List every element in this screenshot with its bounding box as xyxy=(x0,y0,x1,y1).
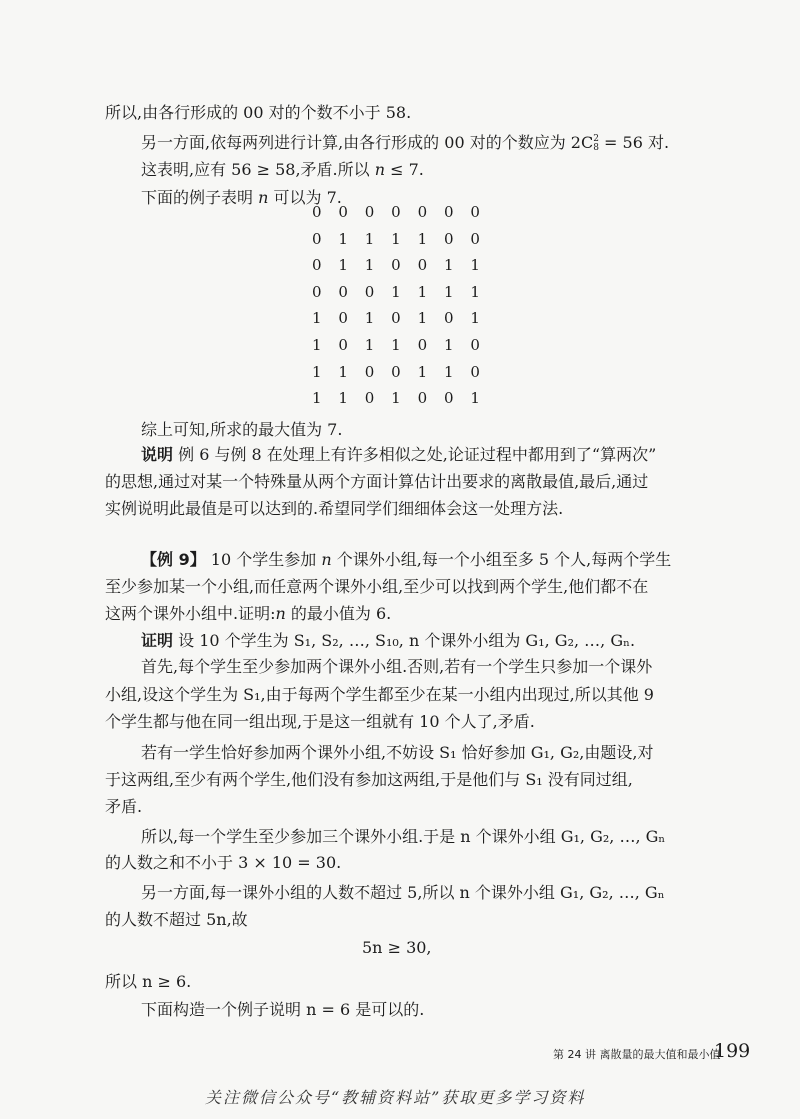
matrix-cell: 0 xyxy=(391,309,401,328)
matrix-cell: 0 xyxy=(338,203,348,221)
matrix-cell: 0 xyxy=(338,335,348,354)
matrix-cell: 0 xyxy=(364,203,375,221)
text-line: 另一方面,依每两列进行计算,由各行形成的 00 对的个数应为 2C 2 8 = 56 对. xyxy=(141,133,670,153)
matrix-cell: 0 xyxy=(417,389,428,408)
note-line: 说明 例 6 与例 8 在处理上有许多相似之处,论证过程中都用到了“算两次” xyxy=(141,445,657,464)
matrix-row xyxy=(312,230,497,257)
matrix-cell: 1 xyxy=(338,362,348,381)
matrix-cell: 0 xyxy=(470,362,480,381)
matrix-cell: 1 xyxy=(364,335,375,354)
matrix-cell: 0 xyxy=(338,282,348,301)
matrix-cell: 0 xyxy=(312,229,322,248)
matrix-cell: 1 xyxy=(470,282,480,301)
matrix-cell: 0 xyxy=(470,229,480,248)
matrix-cell: 0 xyxy=(443,389,454,408)
binary-matrix xyxy=(312,203,497,416)
proof-line: 另一方面,每一课外小组的人数不超过 5,所以 n 个课外小组 G₁, G₂, …, Gₙ xyxy=(141,883,665,902)
proof-line: 若有一学生恰好参加两个课外小组,不妨设 S₁ 恰好参加 G₁, G₂,由题设,对 xyxy=(141,743,654,762)
page-number: 199 xyxy=(714,1040,751,1062)
matrix-cell: 1 xyxy=(443,362,454,381)
matrix-cell: 1 xyxy=(338,256,348,275)
matrix-row xyxy=(312,336,497,363)
text-line: 这表明,应有 56 ≥ 58,矛盾.所以 n ≤ 7. xyxy=(141,160,424,179)
matrix-cell: 1 xyxy=(443,282,454,301)
matrix-cell: 0 xyxy=(312,203,322,221)
matrix-cell: 1 xyxy=(391,389,401,408)
matrix-cell: 0 xyxy=(417,203,428,221)
matrix-cell: 1 xyxy=(391,282,401,301)
formula: 5n ≥ 30, xyxy=(362,938,432,957)
example-line: 【例 9】 10 个学生参加 n 个课外小组,每一个小组至多 5 个人,每两个学生 xyxy=(141,550,672,569)
example-label: 【例 9】 xyxy=(141,550,206,569)
matrix-cell: 1 xyxy=(417,282,428,301)
matrix-row xyxy=(312,363,497,390)
proof-label: 证明 xyxy=(141,631,174,650)
proof-line: 的人数不超过 5n,故 xyxy=(105,910,248,929)
matrix-cell: 1 xyxy=(470,389,480,408)
proof-line: 的人数之和不小于 3 × 10 = 30. xyxy=(105,853,342,872)
matrix-cell: 1 xyxy=(312,389,322,408)
conclusion: 综上可知,所求的最大值为 7. xyxy=(141,420,343,439)
matrix-cell: 0 xyxy=(364,282,375,301)
matrix-cell: 0 xyxy=(443,309,454,328)
proof-line: 下面构造一个例子说明 n = 6 是可以的. xyxy=(141,1000,425,1019)
matrix-cell: 0 xyxy=(364,362,375,381)
note-line: 实例说明此最值是可以达到的.希望同学们细细体会这一处理方法. xyxy=(105,499,564,518)
proof-line: 矛盾. xyxy=(105,797,143,816)
matrix-cell: 0 xyxy=(312,282,322,301)
proof-line: 首先,每个学生至少参加两个课外小组.否则,若有一个学生只参加一个课外 xyxy=(141,657,653,676)
proof-line: 小组,设这个学生为 S₁,由于每两个学生都至少在某一小组内出现过,所以其他 9 xyxy=(105,685,654,704)
matrix-cell: 0 xyxy=(470,203,480,221)
matrix-cell: 1 xyxy=(443,335,454,354)
matrix-cell: 1 xyxy=(338,229,348,248)
proof-line: 所以,每一个学生至少参加三个课外小组.于是 n 个课外小组 G₁, G₂, …, Gₙ xyxy=(141,827,666,846)
matrix-row xyxy=(312,309,497,336)
matrix-cell: 1 xyxy=(312,362,322,381)
matrix-cell: 1 xyxy=(338,389,348,408)
matrix-cell: 0 xyxy=(364,389,375,408)
note-label: 说明 xyxy=(141,445,174,464)
matrix-cell: 0 xyxy=(443,203,454,221)
running-footer: 第 24 讲 离散量的最大值和最小值 xyxy=(553,1048,721,1061)
text-line: 所以,由各行形成的 00 对的个数不小于 58. xyxy=(105,103,412,122)
watermark: 关注微信公众号“教辅资料站”获取更多学习资料 xyxy=(205,1088,586,1107)
matrix-cell: 0 xyxy=(417,256,428,275)
matrix-row xyxy=(312,203,497,230)
matrix-row xyxy=(312,283,497,310)
matrix-cell: 1 xyxy=(312,335,322,354)
matrix-cell: 0 xyxy=(417,335,428,354)
matrix-cell: 0 xyxy=(391,256,401,275)
proof-line: 所以 n ≥ 6. xyxy=(105,972,192,991)
matrix-cell: 0 xyxy=(470,335,480,354)
matrix-cell: 1 xyxy=(443,256,454,275)
matrix-cell: 1 xyxy=(417,229,428,248)
matrix-cell: 1 xyxy=(391,229,401,248)
matrix-cell: 1 xyxy=(364,229,375,248)
matrix-cell: 1 xyxy=(391,335,401,354)
matrix-cell: 1 xyxy=(470,256,480,275)
matrix-cell: 0 xyxy=(391,362,401,381)
matrix-cell: 0 xyxy=(443,229,454,248)
proof-line: 个学生都与他在同一组出现,于是这一组就有 10 个人了,矛盾. xyxy=(105,712,535,731)
matrix-cell: 1 xyxy=(364,256,375,275)
proof-line: 证明 设 10 个学生为 S₁, S₂, …, S₁₀, n 个课外小组为 G₁, G₂, …, Gₙ. xyxy=(141,631,636,650)
matrix-cell: 1 xyxy=(312,309,322,328)
matrix-cell: 0 xyxy=(391,203,401,221)
matrix-cell: 0 xyxy=(338,309,348,328)
example-line: 这两个课外小组中.证明:n 的最小值为 6. xyxy=(105,604,392,623)
matrix-cell: 1 xyxy=(417,362,428,381)
matrix-cell: 1 xyxy=(417,309,428,328)
proof-line: 于这两组,至少有两个学生,他们没有参加这两组,于是他们与 S₁ 没有同过组, xyxy=(105,770,633,789)
note-line: 的思想,通过对某一个特殊量从两个方面计算估计出要求的离散最值,最后,通过 xyxy=(105,472,649,491)
example-line: 至少参加某一个小组,而任意两个课外小组,至少可以找到两个学生,他们都不在 xyxy=(105,577,649,596)
matrix-cell: 0 xyxy=(312,256,322,275)
matrix-cell: 1 xyxy=(364,309,375,328)
matrix-row xyxy=(312,256,497,283)
text-line: 下面的例子表明 n 可以为 7. xyxy=(141,188,342,207)
matrix-cell: 1 xyxy=(470,309,480,328)
matrix-row xyxy=(312,389,497,416)
